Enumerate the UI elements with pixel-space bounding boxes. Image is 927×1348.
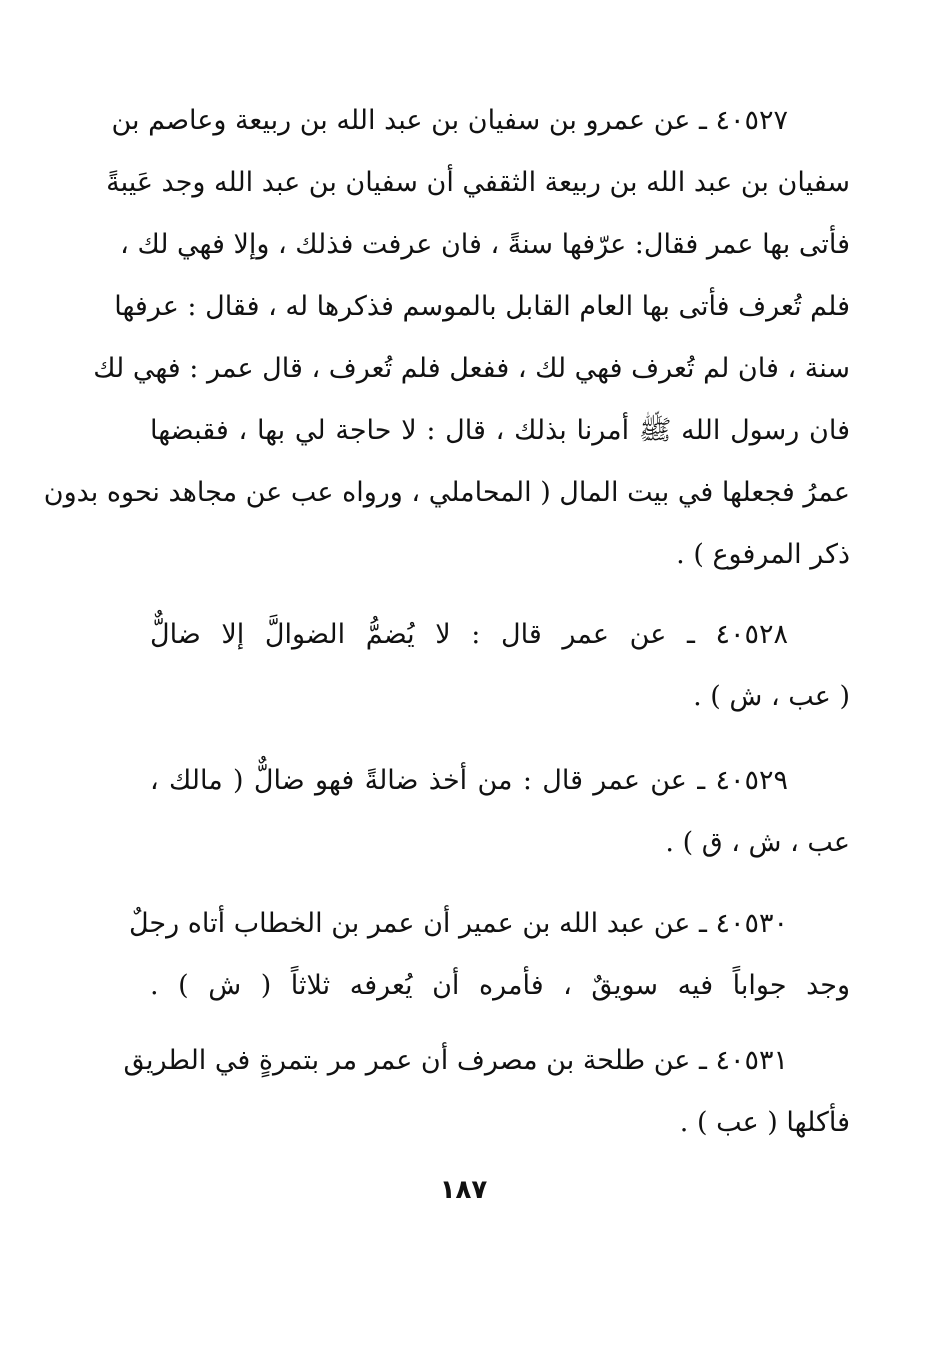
text-line: ٤٠٥٣٠ ـ عن عبد الله بن عمير أن عمر بن الخطاب أتاه رجلٌ xyxy=(128,908,788,939)
text-line: ذكر المرفوع ) . xyxy=(676,539,850,570)
hadith-40527 xyxy=(43,90,850,586)
text-line: عب ، ش ، ق ) . xyxy=(665,827,850,858)
hadith-40528 xyxy=(150,604,850,728)
text-line: ٤٠٥٢٨ ـ عن عمر قال : لا يُضمُّ الضوالَّ إلا ضالٌّ xyxy=(150,619,788,650)
text-line: ٤٠٥٢٩ ـ عن عمر قال : من أخذ ضالةً فهو ضالٌّ ( مالك ، xyxy=(150,765,788,796)
text-line: فان رسول الله ﷺ أمرنا بذلك ، قال : لا حاجة لي بها ، فقبضها xyxy=(150,415,850,446)
text-line: فأكلها ( عب ) . xyxy=(679,1107,850,1138)
text-line: فأتى بها عمر فقال: عرّفها سنةً ، فان عرفت فذلك ، وإلا فهي لك ، xyxy=(120,229,850,260)
text-line: ( عب ، ش ) . xyxy=(693,681,850,712)
text-line: ٤٠٥٣١ ـ عن طلحة بن مصرف أن عمر مر بتمرةٍ في الطريق xyxy=(123,1045,788,1076)
hadith-40530 xyxy=(128,893,850,1017)
text-line: ٤٠٥٢٧ ـ عن عمرو بن سفيان بن عبد الله بن ربيعة وعاصم بن xyxy=(111,105,788,136)
text-line: سنة ، فان لم تُعرف فهي لك ، ففعل فلم تُعرف ، قال عمر : فهي لك xyxy=(93,353,850,384)
text-line: سفيان بن عبد الله بن ربيعة الثقفي أن سفيان بن عبد الله وجد عَيبةً xyxy=(106,167,850,198)
text-line: فلم تُعرف فأتى بها العام القابل بالموسم فذكرها له ، فقال : عرفها xyxy=(114,291,850,322)
text-line: عمرُ فجعلها في بيت المال ( المحاملي ، ورواه عب عن مجاهد نحوه بدون xyxy=(43,477,850,508)
hadith-40531 xyxy=(123,1030,850,1154)
text-line: وجد جواباً فيه سويقٌ ، فأمره أن يُعرفه ثلاثاً ( ش ) . xyxy=(150,970,850,1001)
page-number: ١٨٧ xyxy=(439,1175,488,1205)
hadith-40529 xyxy=(150,750,850,874)
